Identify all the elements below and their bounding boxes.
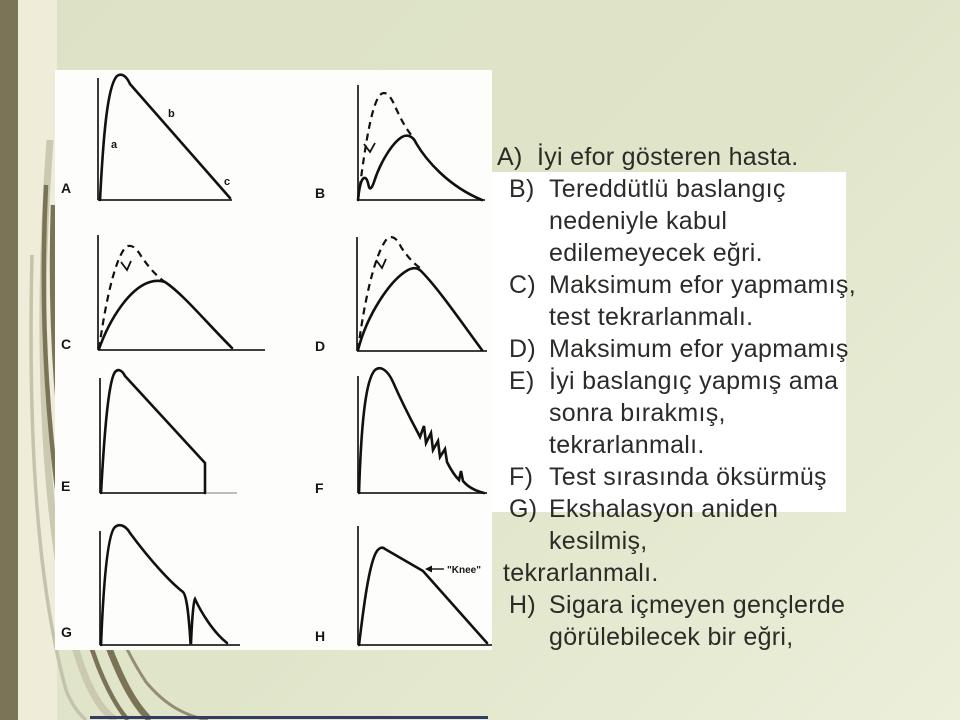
ideal-curve-dashed (99, 246, 165, 349)
flow-curve (99, 281, 232, 349)
flow-curve (100, 75, 230, 200)
flow-curve (101, 370, 205, 493)
answer-item-A (497, 141, 857, 173)
answer-item-D (509, 333, 857, 365)
answer-item-E (509, 365, 857, 461)
curve-label-a: a (111, 139, 118, 151)
chart-letter-E: E (61, 478, 71, 494)
bottom-navy-rule (90, 716, 488, 719)
chart-F (340, 360, 490, 502)
answer-item-C (509, 269, 857, 333)
flow-curve (101, 525, 227, 645)
chart-C (75, 218, 290, 360)
curve-label-c: c (224, 176, 231, 188)
ideal-curve-dashed (358, 237, 420, 350)
knee-arrow-head (425, 566, 432, 573)
flow-curve (359, 368, 484, 493)
answer-label: C) (509, 271, 536, 299)
chart-H (340, 500, 510, 648)
answer-label: E) (509, 367, 535, 395)
answer-label: H) (509, 591, 536, 619)
answer-text: Tereddütlü baslangıç nedeniyle kabul edilemeyecek eğri. (549, 175, 786, 267)
answer-item-B (509, 173, 857, 269)
answer-text: İyi efor gösteren hasta. (537, 143, 799, 171)
answer-label: G) (509, 495, 538, 523)
chart-B (340, 72, 490, 212)
flow-curve (359, 548, 487, 645)
answer-text: Ekshalasyon aniden kesilmiş, (549, 495, 779, 555)
answer-text: Sigara içmeyen gençlerde görülebilecek bir eğri, (549, 591, 846, 651)
chart-letter-H: H (315, 628, 326, 644)
answer-text: Maksimum efor yapmamış, test tekrarlanmalı. (549, 271, 856, 331)
knee-annotation: "Knee" (447, 565, 481, 576)
answer-label: A) (497, 143, 523, 171)
spirometry-figure-panel (55, 70, 492, 650)
tick-mark (376, 259, 386, 268)
answer-text: Maksimum efor yapmamış (549, 335, 849, 363)
answer-label: F) (509, 463, 534, 491)
chart-letter-A: A (61, 180, 72, 196)
answer-label: B) (509, 175, 535, 203)
answer-item-F (509, 461, 857, 493)
chart-E (75, 360, 290, 502)
chart-letter-B: B (315, 185, 326, 201)
answer-text: İyi baslangıç yapmış ama sonra bırakmış, tekrarlanmalı. (549, 367, 839, 459)
curve-label-b: b (168, 108, 175, 120)
chart-D (340, 218, 490, 360)
answer-text: tekrarlanmalı. (503, 559, 659, 587)
answer-text: Test sırasında öksürmüş (549, 463, 827, 491)
answer-item-G-continuation (503, 557, 857, 589)
answer-list (497, 141, 857, 653)
answer-label: D) (509, 335, 536, 363)
chart-G (75, 500, 290, 648)
answer-item-H (509, 589, 857, 653)
flow-curve (358, 136, 482, 200)
chart-letter-C: C (61, 336, 72, 352)
answer-item-G (509, 493, 857, 557)
flow-curve (358, 268, 482, 350)
chart-letter-F: F (315, 480, 325, 496)
tick-mark (121, 261, 131, 270)
chart-A (75, 72, 290, 212)
chart-letter-G: G (61, 624, 73, 640)
chart-letter-D: D (315, 338, 326, 354)
